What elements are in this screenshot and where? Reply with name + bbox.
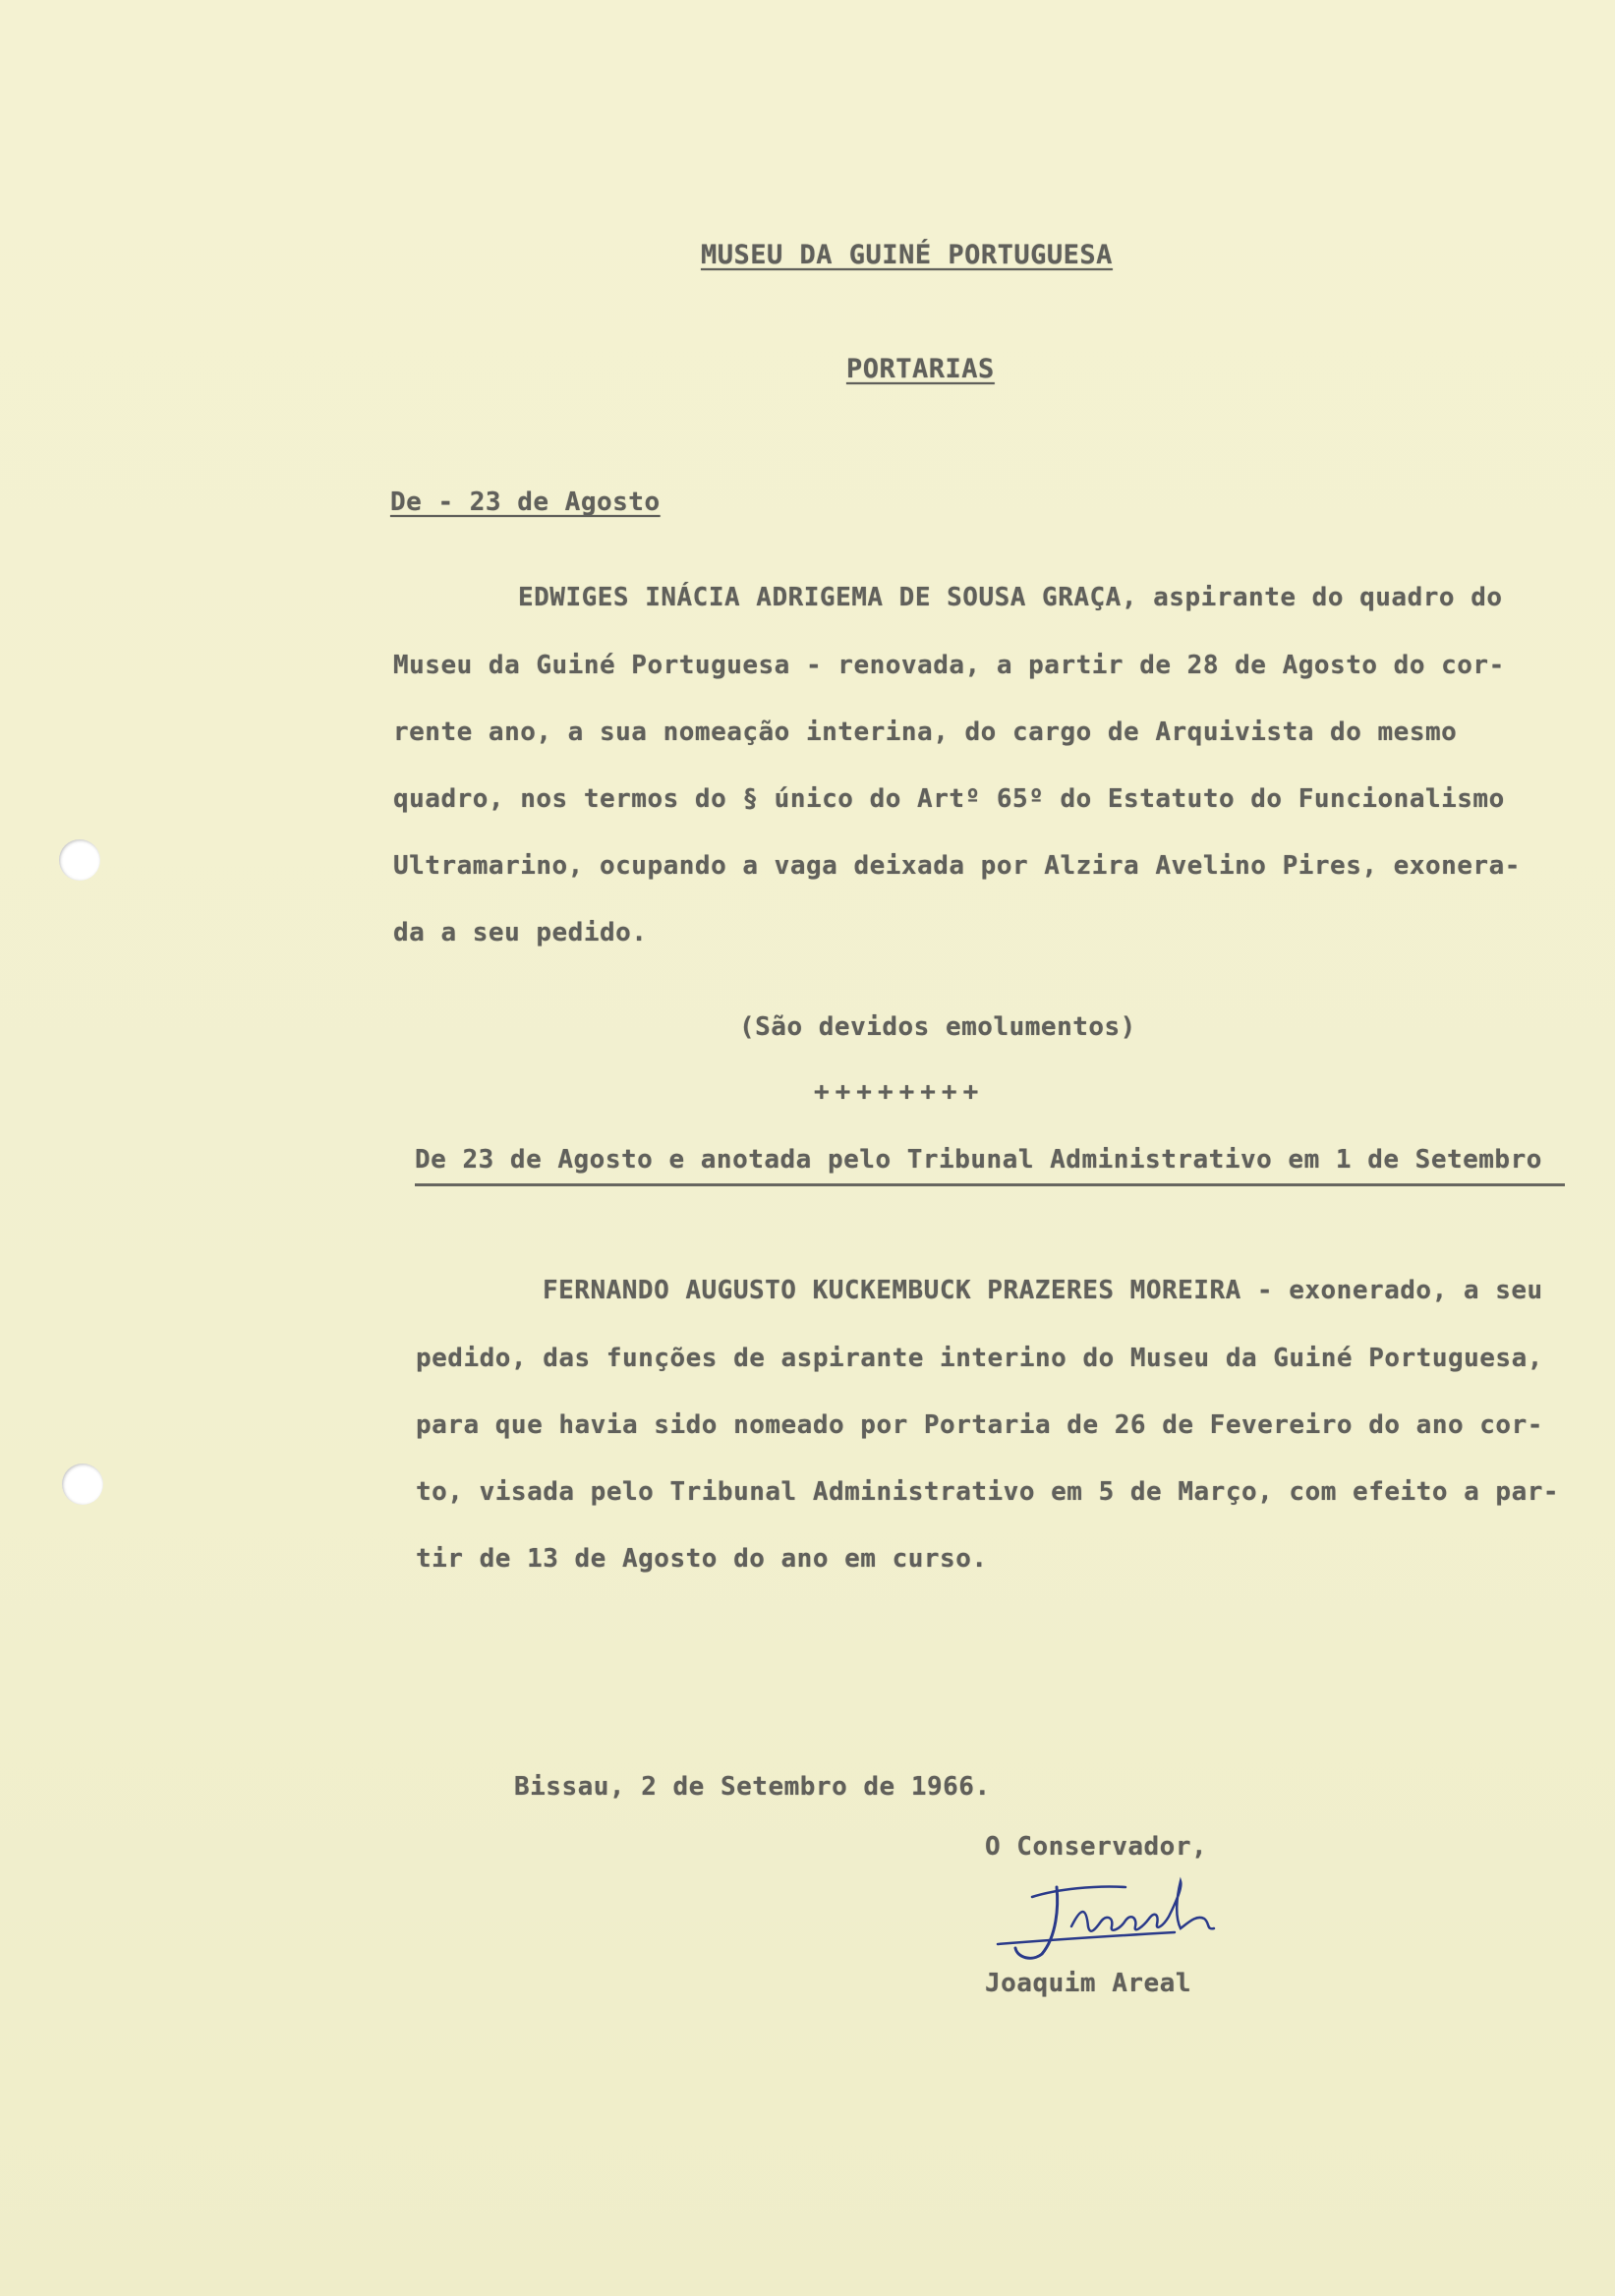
entry1-line: quadro, nos termos do § único do Artº 65º do Estatuto do Funcionalismo <box>393 784 1505 814</box>
entry1-line: rente ano, a sua nomeação interina, do cargo de Arquivista do mesmo <box>393 718 1458 747</box>
entry1-line: EDWIGES INÁCIA ADRIGEMA DE SOUSA GRAÇA, aspirante do quadro do <box>518 583 1503 612</box>
place-date: Bissau, 2 de Setembro de 1966. <box>514 1772 991 1802</box>
separator: ++++++++ <box>814 1077 985 1107</box>
entry1-line: Ultramarino, ocupando a vaga deixada por Alzira Avelino Pires, exonera- <box>393 851 1521 881</box>
document-subtitle: PORTARIAS <box>846 354 995 384</box>
signer-role: O Conservador, <box>985 1832 1208 1862</box>
fees-note: (São devidos emolumentos) <box>739 1012 1136 1042</box>
punch-hole <box>62 1464 103 1505</box>
entry2-date: De 23 de Agosto e anotada pelo Tribunal Administrativo em 1 de Setembro <box>415 1145 1542 1175</box>
entry2-line: pedido, das funções de aspirante interino do Museu da Guiné Portuguesa, <box>416 1344 1543 1373</box>
entry2-line: to, visada pelo Tribunal Administrativo em 5 de Março, com efeito a par- <box>416 1477 1560 1507</box>
entry1-line: da a seu pedido. <box>393 918 648 947</box>
entry1-date: De - 23 de Agosto <box>390 488 661 517</box>
handwritten-signature <box>988 1867 1243 1966</box>
punch-hole <box>59 839 100 881</box>
entry2-line: para que havia sido nomeado por Portaria de 26 de Fevereiro do ano cor- <box>416 1410 1543 1440</box>
underline-divider <box>415 1183 1565 1186</box>
entry1-line: Museu da Guiné Portuguesa - renovada, a partir de 28 de Agosto do cor- <box>393 651 1505 680</box>
entry2-line: tir de 13 de Agosto do ano em curso. <box>416 1544 988 1574</box>
document-title: MUSEU DA GUINÉ PORTUGUESA <box>701 240 1113 270</box>
signer-name: Joaquim Areal <box>985 1969 1191 1998</box>
entry2-line: FERNANDO AUGUSTO KUCKEMBUCK PRAZERES MOREIRA - exonerado, a seu <box>543 1276 1543 1305</box>
